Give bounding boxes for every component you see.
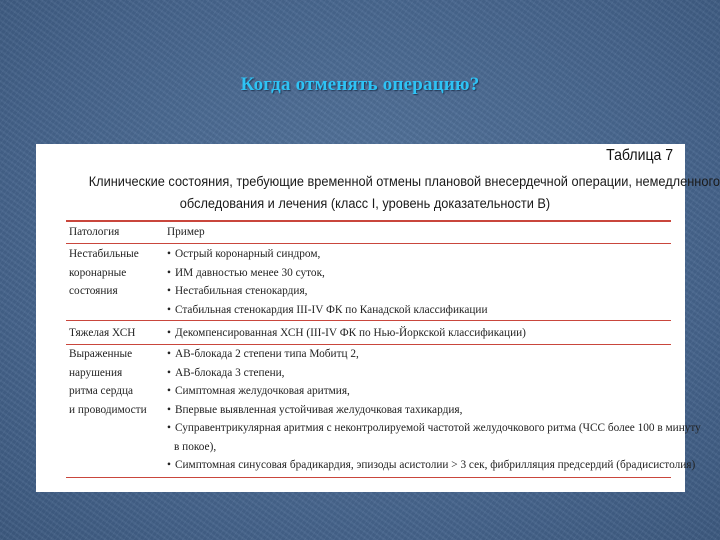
example-item: • Стабильная стенокардия III-IV ФК по Канадской классификации — [167, 301, 488, 320]
example-item: • Декомпенсированная ХСН (III-IV ФК по Нью-Йоркской классификации) — [167, 324, 526, 343]
pathology-line: ритма сердца — [69, 385, 134, 397]
example-item: • Нестабильная стенокардия, — [167, 282, 488, 301]
pathology-line: Тяжелая ХСН — [69, 327, 136, 339]
row-pathology — [69, 245, 139, 301]
row-pathology — [69, 345, 147, 419]
example-item: • Суправентрикулярная аритмия с неконтролируемой частотой желудочкового ритма (ЧСС более 100 в минуту — [167, 419, 701, 438]
example-item: • Острый коронарный синдром, — [167, 245, 488, 264]
caption-line: обследования и лечения (класс I, уровень доказательности B) — [179, 196, 551, 212]
table-document — [36, 144, 720, 492]
table-rule-row — [66, 320, 671, 321]
example-item: • ИМ давностью менее 30 суток, — [167, 264, 488, 283]
caption-line: Клинические состояния, требующие временной отмены плановой внесердечной операции, немедленного — [88, 174, 720, 190]
table-rule-header — [66, 243, 671, 244]
example-item: • Впервые выявленная устойчивая желудочковая тахикардия, — [167, 401, 701, 420]
table-number: Таблица 7 — [606, 147, 673, 164]
example-item-continuation: в покое), — [174, 440, 217, 453]
pathology-line: коронарные — [69, 266, 127, 279]
pathology-line: нарушения — [69, 366, 123, 379]
table-rule-bottom — [66, 477, 671, 478]
example-item: • Симптомная синусовая брадикардия, эпизоды асистолии > 3 сек, фибрилляция предсердий (брадисистолия) — [167, 456, 701, 475]
pathology-line: Выраженные — [69, 348, 133, 360]
row-pathology — [69, 324, 135, 343]
pathology-line: Нестабильные — [69, 248, 139, 260]
table-rule-top — [66, 220, 671, 222]
pathology-line: состояния — [69, 285, 118, 297]
example-item: • АВ-блокада 2 степени типа Мобитц 2, — [167, 345, 701, 364]
row-examples — [167, 324, 526, 343]
table-caption — [88, 171, 720, 215]
slide-title: Когда отменять операцию? — [240, 74, 480, 95]
header-example: Пример — [167, 226, 205, 238]
example-item: • Симптомная желудочковая аритмия, — [167, 382, 701, 401]
example-item: • АВ-блокада 3 степени, — [167, 364, 701, 383]
row-examples — [167, 245, 488, 319]
row-examples — [167, 345, 701, 475]
header-pathology: Патология — [69, 226, 120, 238]
pathology-line: и проводимости — [69, 403, 147, 416]
